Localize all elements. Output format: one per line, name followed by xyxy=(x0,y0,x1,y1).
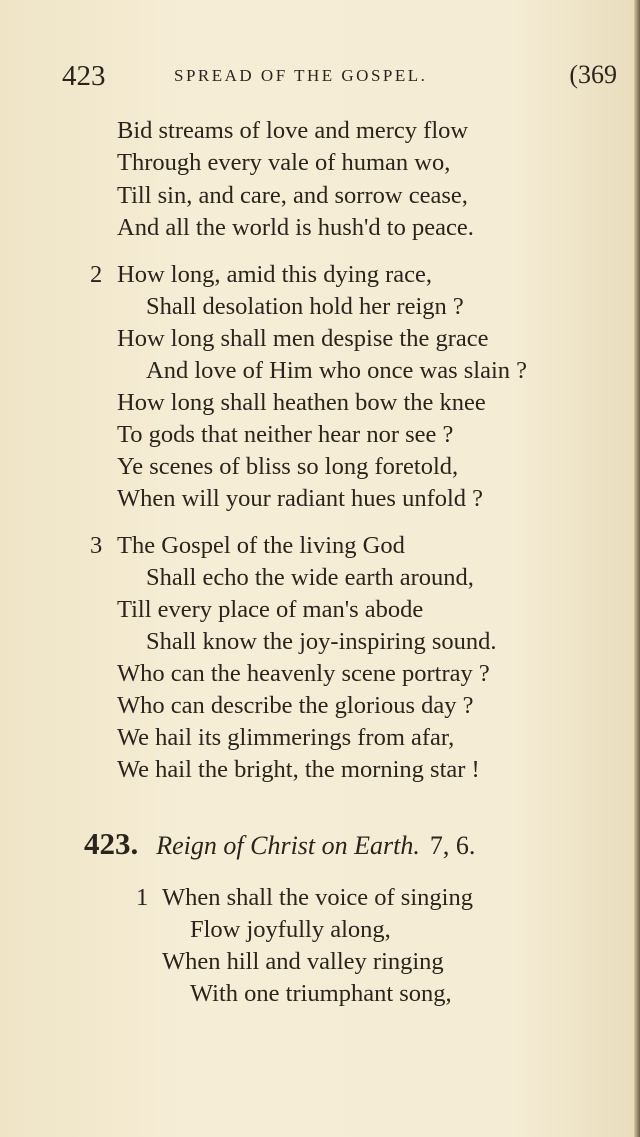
verse-line: Ye scenes of bliss so long foretold, xyxy=(117,453,459,480)
verse-line: And love of Him who once was slain ? xyxy=(146,357,528,384)
verse-line: How long shall men despise the grace xyxy=(117,325,489,352)
verse-line: Shall echo the wide earth around, xyxy=(146,564,474,591)
verse-line: We hail the bright, the morning star ! xyxy=(117,756,480,783)
running-header xyxy=(62,60,617,96)
page-edge xyxy=(634,0,640,1137)
hymn-number: 423. xyxy=(84,826,139,861)
header-hymn-number: 423 xyxy=(62,60,106,92)
hymn-heading xyxy=(84,826,475,862)
verse-line: Shall desolation hold her reign ? xyxy=(146,293,464,320)
verse-line: Till every place of man's abode xyxy=(117,596,424,623)
verse-line: When shall the voice of singing xyxy=(162,884,473,911)
verse-line: Flow joyfully along, xyxy=(190,916,391,943)
verse-line: Bid streams of love and mercy flow xyxy=(117,117,469,144)
verse-line: When will your radiant hues unfold ? xyxy=(117,485,484,512)
verse-line: And all the world is hush'd to peace. xyxy=(117,214,474,241)
stanza-number: 2 xyxy=(90,261,103,288)
verse-line: When hill and valley ringing xyxy=(162,948,444,975)
verse-line: Through every vale of human wo, xyxy=(117,149,451,176)
verse-line: Till sin, and care, and sorrow cease, xyxy=(117,182,468,209)
stanza-number: 3 xyxy=(90,532,103,559)
verse-line: Who can describe the glorious day ? xyxy=(117,692,474,719)
verse-line: To gods that neither hear nor see ? xyxy=(117,421,454,448)
verse-line: The Gospel of the living God xyxy=(117,532,405,559)
verse-line: How long, amid this dying race, xyxy=(117,261,433,288)
verse-line: Shall know the joy-inspiring sound. xyxy=(146,628,497,655)
header-title: SPREAD OF THE GOSPEL. xyxy=(174,66,428,85)
stanza-number: 1 xyxy=(136,884,149,911)
hymn-meter: 7, 6. xyxy=(429,831,476,860)
page-number: (369 xyxy=(569,60,617,89)
hymn-title: Reign of Christ on Earth. xyxy=(156,831,420,860)
verse-line: With one triumphant song, xyxy=(190,980,452,1007)
verse-line: Who can the heavenly scene portray ? xyxy=(117,660,490,687)
verse-line: We hail its glimmerings from afar, xyxy=(117,724,455,751)
verse-line: How long shall heathen bow the knee xyxy=(117,389,486,416)
